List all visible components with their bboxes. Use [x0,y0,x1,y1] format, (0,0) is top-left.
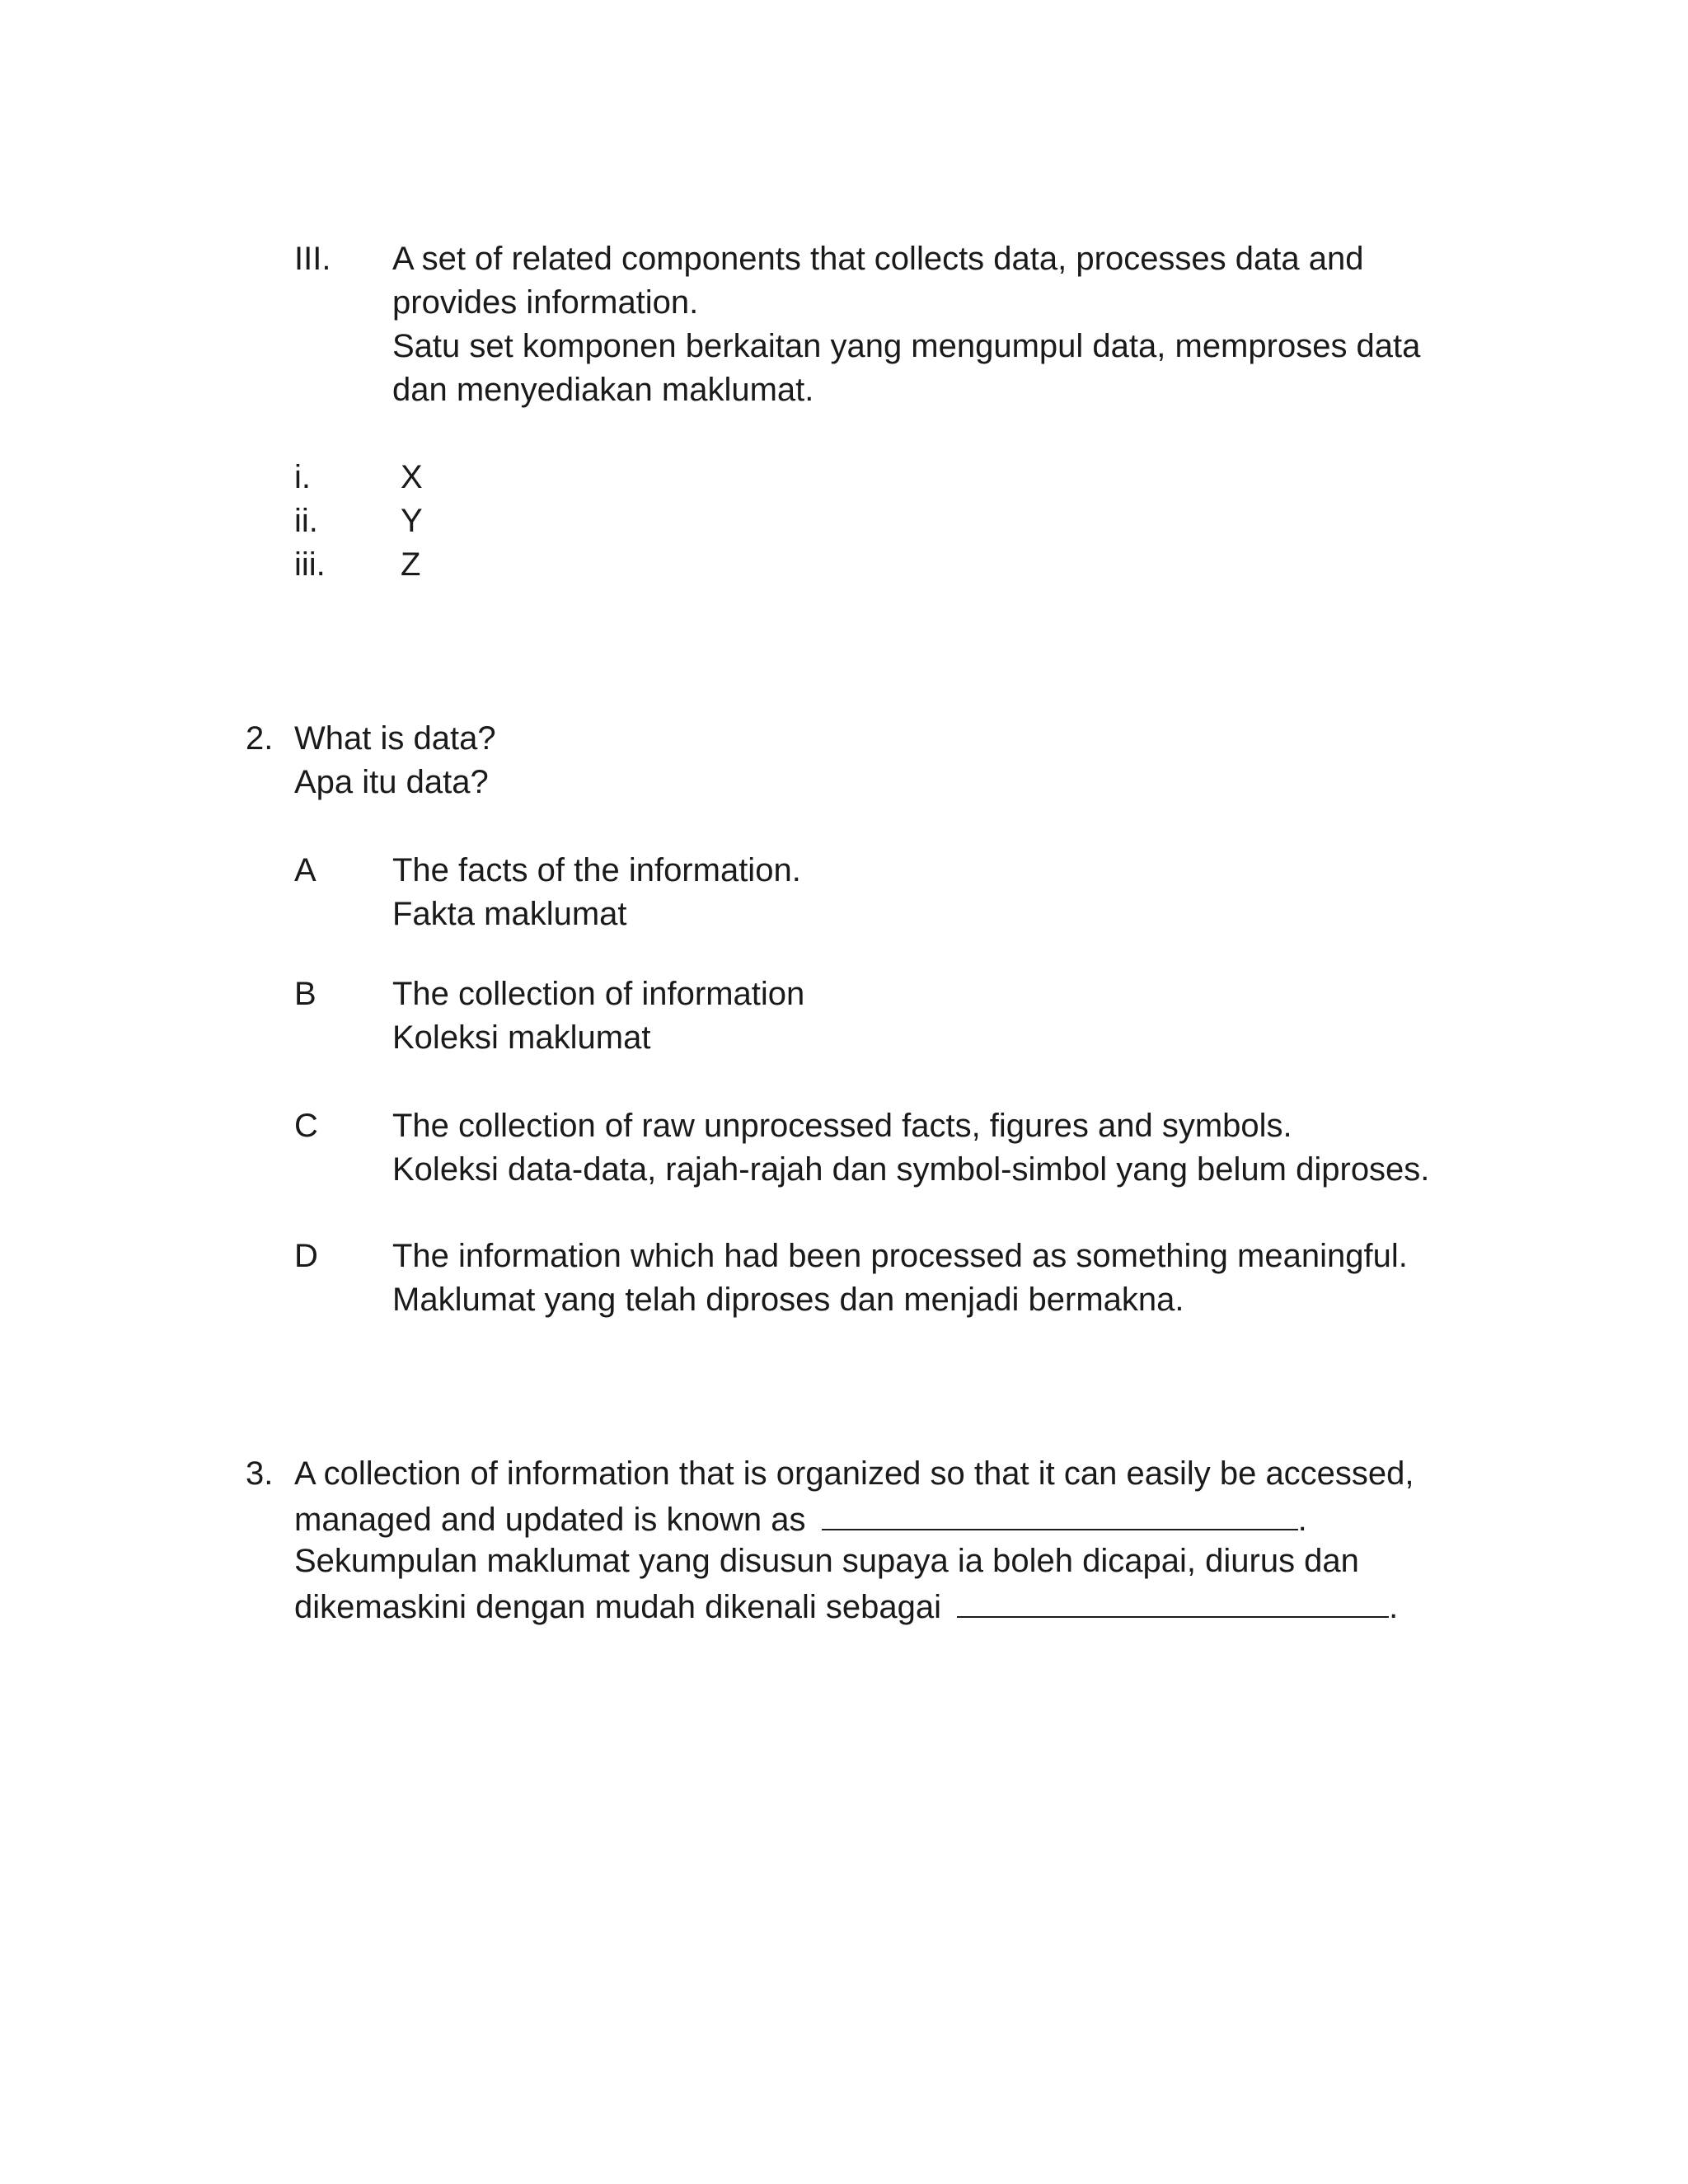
option-a-text: Fakta maklumat [392,896,627,932]
mapping-marker: i. [294,459,311,495]
statement-iii-line: dan menyediakan maklumat. [392,372,814,408]
option-c-text: Koleksi data-data, rajah-rajah dan symbol-simbol yang belum diproses. [392,1151,1430,1188]
question-2-text: What is data? [294,720,496,757]
question-3-text: dikemaskini dengan mudah dikenali sebagai [294,1589,941,1625]
answer-terminator: . [1297,1502,1307,1538]
question-3-text-line-2 [294,1496,1307,1542]
option-c-letter: C [294,1108,318,1144]
mapping-marker: iii. [294,546,326,583]
answer-terminator: . [1389,1589,1399,1625]
question-3-text: Sekumpulan maklumat yang disusun supaya ia boleh dicapai, diurus dan [294,1543,1359,1579]
mapping-value: Y [401,503,423,539]
question-3-number: 3. [246,1455,274,1492]
question-3-text: managed and updated is known as [294,1502,806,1538]
option-a-letter: A [294,852,316,888]
option-b-text: Koleksi maklumat [392,1019,651,1056]
option-a-text: The facts of the information. [392,852,801,888]
mapping-value: X [401,459,423,495]
statement-iii-line: Satu set komponen berkaitan yang mengumpul data, memproses data [392,328,1421,364]
statement-iii-marker: III. [294,241,331,277]
question-3-text-line-4 [294,1583,1398,1629]
answer-blank[interactable] [822,1496,1298,1530]
option-b-letter: B [294,976,316,1012]
answer-blank[interactable] [957,1583,1389,1618]
option-b-text: The collection of information [392,976,805,1012]
mapping-marker: ii. [294,503,318,539]
question-2-text: Apa itu data? [294,764,489,800]
option-d-text: The information which had been processed as something meaningful. [392,1238,1408,1274]
statement-iii-line: provides information. [392,284,699,321]
mapping-value: Z [401,546,421,583]
option-d-letter: D [294,1238,318,1274]
statement-iii-line: A set of related components that collects data, processes data and [392,241,1364,277]
option-d-text: Maklumat yang telah diproses dan menjadi bermakna. [392,1282,1184,1318]
question-3-text: A collection of information that is organized so that it can easily be accessed, [294,1455,1414,1492]
option-c-text: The collection of raw unprocessed facts, figures and symbols. [392,1108,1292,1144]
question-2-number: 2. [246,720,274,757]
